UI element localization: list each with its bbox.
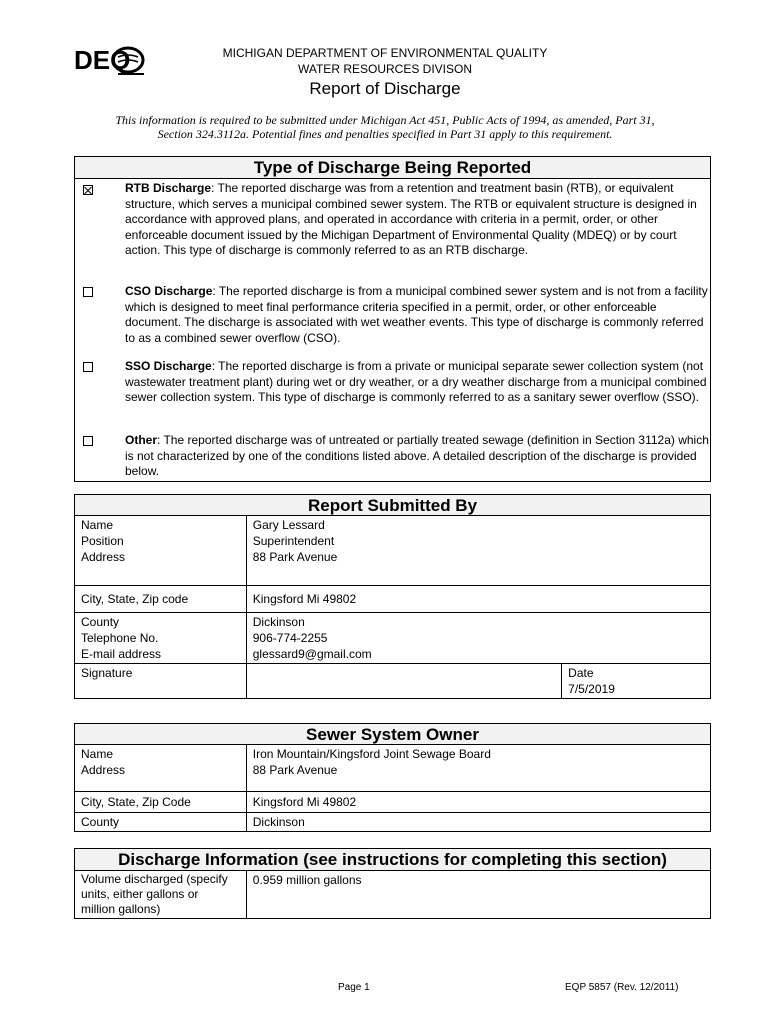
owner-address-value[interactable]: 88 Park Avenue xyxy=(252,763,338,777)
table-row xyxy=(75,516,711,586)
owner-name-label: Name Address xyxy=(75,745,247,792)
county-label: County Telephone No. E-mail address xyxy=(75,613,247,664)
rtb-option-text: : The reported discharge was from a retention and treatment basin (RTB), or equivalent structure, which serves a municipal combined sewer system. The RTB or equivalent structure is designed in accordance with approved plans, and operated in accordance with criteria in a permit, order, or other enforceable document issued by the Michigan Department of Environmental Quality (MDEQ) or by court action. This type of discharge is commonly referred to as an RTB discharge. xyxy=(125,181,697,257)
rtb-option xyxy=(125,181,715,259)
volume-label: Volume discharged (specify units, either gallons or million gallons) xyxy=(75,871,247,919)
owner-city-value[interactable]: Kingsford Mi 49802 xyxy=(246,792,710,813)
discharge-type-heading: Type of Discharge Being Reported xyxy=(75,157,710,179)
form-number: EQP 5857 (Rev. 12/2011) xyxy=(565,982,679,993)
table-row xyxy=(75,871,711,919)
owner-city-label: City, State, Zip Code xyxy=(75,792,247,813)
county-value[interactable]: Dickinson 906-774-2255 glessard9@gmail.com xyxy=(246,613,710,664)
discharge-info-table xyxy=(74,870,711,919)
page-title: Report of Discharge xyxy=(309,79,461,98)
cso-checkbox[interactable] xyxy=(83,287,93,297)
division-name: WATER RESOURCES DIVISON xyxy=(297,62,473,76)
sso-checkbox[interactable] xyxy=(83,362,93,372)
volume-label-line-2: units, either gallons or xyxy=(81,887,199,901)
email-value[interactable]: glessard9@gmail.com xyxy=(252,647,372,661)
agency-name: MICHIGAN DEPARTMENT OF ENVIRONMENTAL QUALITY xyxy=(222,46,548,60)
owner-name-value[interactable]: Iron Mountain/Kingsford Joint Sewage Board 88 Park Avenue xyxy=(246,745,710,792)
cso-option-text: : The reported discharge is from a municipal combined sewer system and is not from a facility which is designed to meet final performance criteria specified in a permit, order, or other enforceable document. The discharge is associated with wet weather events. This type of discharge is commonly referred to as a combined sewer overflow (CSO). xyxy=(125,284,708,345)
table-row xyxy=(75,792,711,813)
sso-option-text: : The reported discharge is from a private or municipal separate sewer collection system (not wastewater treatment plant) during wet or dry weather, or a dry weather discharge from a municipal combined sewer collection system. This type of discharge is commonly referred to as a sanitary sewer overflow (SSO). xyxy=(125,359,707,404)
owner-table xyxy=(74,744,711,832)
discharge-type-section xyxy=(74,156,711,482)
date-label: Date xyxy=(568,666,594,680)
sso-option xyxy=(125,359,715,406)
other-option-name: Other xyxy=(125,433,158,447)
email-label: E-mail address xyxy=(81,647,162,661)
discharge-info-heading: Discharge Information (see instructions for completing this section) xyxy=(75,849,710,870)
rtb-option-name: RTB Discharge xyxy=(125,181,212,195)
page-number: Page 1 xyxy=(338,982,370,993)
name-label: Name Position Address xyxy=(75,516,247,586)
rtb-checkbox[interactable] xyxy=(83,185,93,195)
sso-option-name: SSO Discharge xyxy=(125,359,212,373)
owner-county-value[interactable]: Dickinson xyxy=(246,813,710,832)
intro-line-2: Section 324.3112a. Potential fines and penalties specified in Part 31 apply to this requirement. xyxy=(157,127,613,141)
address-value[interactable]: 88 Park Avenue xyxy=(252,550,338,564)
name-value[interactable]: Gary Lessard Superintendent 88 Park Avenue xyxy=(246,516,710,586)
address-label: Address xyxy=(81,550,126,564)
table-row xyxy=(75,613,711,664)
intro-line-1: This information is required to be submitted under Michigan Act 451, Public Acts of 1994, as amended, Part 31, xyxy=(115,113,655,127)
cso-option xyxy=(125,284,715,346)
discharge-info-header xyxy=(74,848,711,871)
owner-heading: Sewer System Owner xyxy=(75,724,710,745)
submitted-by-heading: Report Submitted By xyxy=(75,495,710,516)
other-option xyxy=(125,433,715,480)
table-row xyxy=(75,745,711,792)
other-checkbox[interactable] xyxy=(83,436,93,446)
owner-county-label: County xyxy=(75,813,247,832)
volume-label-line-3: million gallons) xyxy=(81,902,161,916)
table-row xyxy=(75,664,711,699)
date-field[interactable] xyxy=(562,664,711,699)
position-label: Position xyxy=(81,534,124,548)
volume-value[interactable]: 0.959 million gallons xyxy=(246,871,710,919)
phone-label: Telephone No. xyxy=(81,631,159,645)
city-value[interactable]: Kingsford Mi 49802 xyxy=(246,586,710,613)
date-value[interactable]: 7/5/2019 xyxy=(568,682,615,696)
intro-text xyxy=(90,113,680,141)
table-row xyxy=(75,813,711,832)
cso-option-name: CSO Discharge xyxy=(125,284,213,298)
phone-value[interactable]: 906-774-2255 xyxy=(252,631,328,645)
signature-label: Signature xyxy=(75,664,247,699)
submitted-by-header xyxy=(74,494,711,516)
deq-logo-text: DEQ xyxy=(74,45,131,75)
other-option-text: : The reported discharge was of untreated or partially treated sewage (definition in Section 3112a) which is not characterized by one of the conditions listed above. A detailed description of the discharge is provided below. xyxy=(125,433,709,478)
owner-header xyxy=(74,723,711,745)
position-value[interactable]: Superintendent xyxy=(252,534,335,548)
table-row xyxy=(75,586,711,613)
signature-field[interactable] xyxy=(246,664,561,699)
owner-address-label: Address xyxy=(81,763,126,777)
submitted-by-table xyxy=(74,515,711,699)
city-label: City, State, Zip code xyxy=(75,586,247,613)
